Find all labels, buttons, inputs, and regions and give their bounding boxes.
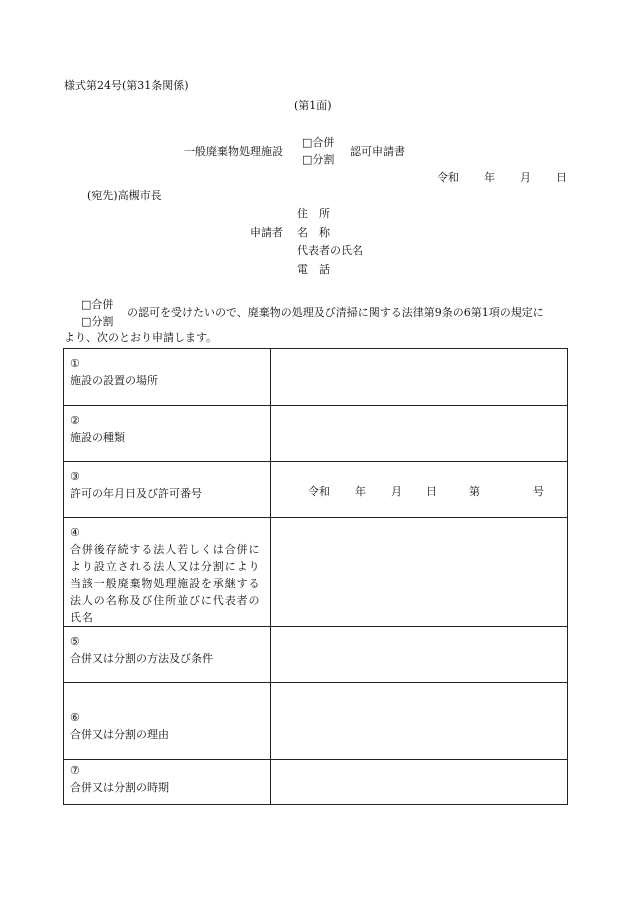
item-label: 合併又は分割の方法及び条件	[70, 652, 213, 665]
title-suffix: 認可申請書	[350, 145, 405, 158]
row-value-type[interactable]	[271, 406, 568, 462]
item-label: 施設の種類	[70, 431, 125, 444]
item-number: ⑥	[70, 711, 80, 724]
table-row-timing	[64, 760, 568, 805]
row-label-reason	[64, 683, 271, 760]
form-number: 様式第24号(第31条関係)	[64, 79, 189, 92]
date-day: 日	[556, 171, 567, 184]
row-label-successor	[64, 518, 271, 627]
body-text-line1: の認可を受けたいので、廃棄物の処理及び清掃に関する法律第9条の6第1項の規定に	[127, 306, 544, 319]
body-text-line2: より、次のとおり申請します。	[64, 331, 218, 344]
item-number: ①	[70, 357, 80, 370]
applicant-address-label: 住 所	[297, 207, 330, 220]
body-option-merge[interactable]: □合併	[81, 298, 114, 311]
date-era: 令和	[437, 171, 459, 184]
applicant-phone-label: 電 話	[297, 263, 330, 276]
title-option-merge[interactable]: □合併	[302, 136, 335, 149]
row-value-reason[interactable]	[271, 683, 568, 760]
item-label: 許可の年月日及び許可番号	[70, 487, 202, 500]
addressee: (宛先)高槻市長	[87, 189, 162, 202]
table-row-location	[64, 349, 568, 406]
table-row-method	[64, 627, 568, 683]
date-month: 月	[520, 171, 531, 184]
date-year: 年	[484, 171, 495, 184]
application-table	[63, 348, 568, 805]
table-row-type	[64, 406, 568, 462]
item-label: 合併又は分割の時期	[70, 781, 169, 794]
item-number: ⑤	[70, 635, 80, 648]
item-number: ②	[70, 414, 80, 427]
title-option-split[interactable]: □分割	[302, 153, 335, 166]
applicant-label: 申請者	[250, 226, 283, 239]
item-label: 合併後存続する法人若しくは合併により設立される法人又は分割により当該一般廃棄物処理施設を承継する法人の名称及び住所並びに代表者の氏名	[70, 543, 261, 624]
row-label-type	[64, 406, 271, 462]
applicant-name-label: 名 称	[297, 226, 330, 239]
page-number: (第1面)	[294, 99, 332, 112]
table-row-permit	[64, 462, 568, 518]
row-value-location[interactable]	[271, 349, 568, 406]
table-row-successor	[64, 518, 568, 627]
permit-go: 号	[533, 485, 544, 498]
body-option-split[interactable]: □分割	[81, 315, 114, 328]
row-label-method	[64, 627, 271, 683]
item-number: ④	[70, 526, 80, 539]
permit-month: 月	[391, 485, 402, 498]
row-label-location	[64, 349, 271, 406]
title-prefix: 一般廃棄物処理施設	[184, 145, 283, 158]
item-label: 合併又は分割の理由	[70, 728, 169, 741]
permit-year: 年	[355, 485, 366, 498]
row-value-timing[interactable]	[271, 760, 568, 805]
item-number: ⑦	[70, 764, 80, 777]
permit-day: 日	[426, 485, 437, 498]
table-row-reason	[64, 683, 568, 760]
row-value-method[interactable]	[271, 627, 568, 683]
row-value-successor[interactable]	[271, 518, 568, 627]
item-label: 施設の設置の場所	[70, 374, 158, 387]
permit-dai: 第	[469, 485, 480, 498]
applicant-representative-label: 代表者の氏名	[297, 244, 363, 257]
item-number: ③	[70, 470, 80, 483]
permit-era: 令和	[308, 485, 330, 498]
row-value-permit[interactable]	[271, 462, 568, 518]
row-label-permit	[64, 462, 271, 518]
row-label-timing	[64, 760, 271, 805]
